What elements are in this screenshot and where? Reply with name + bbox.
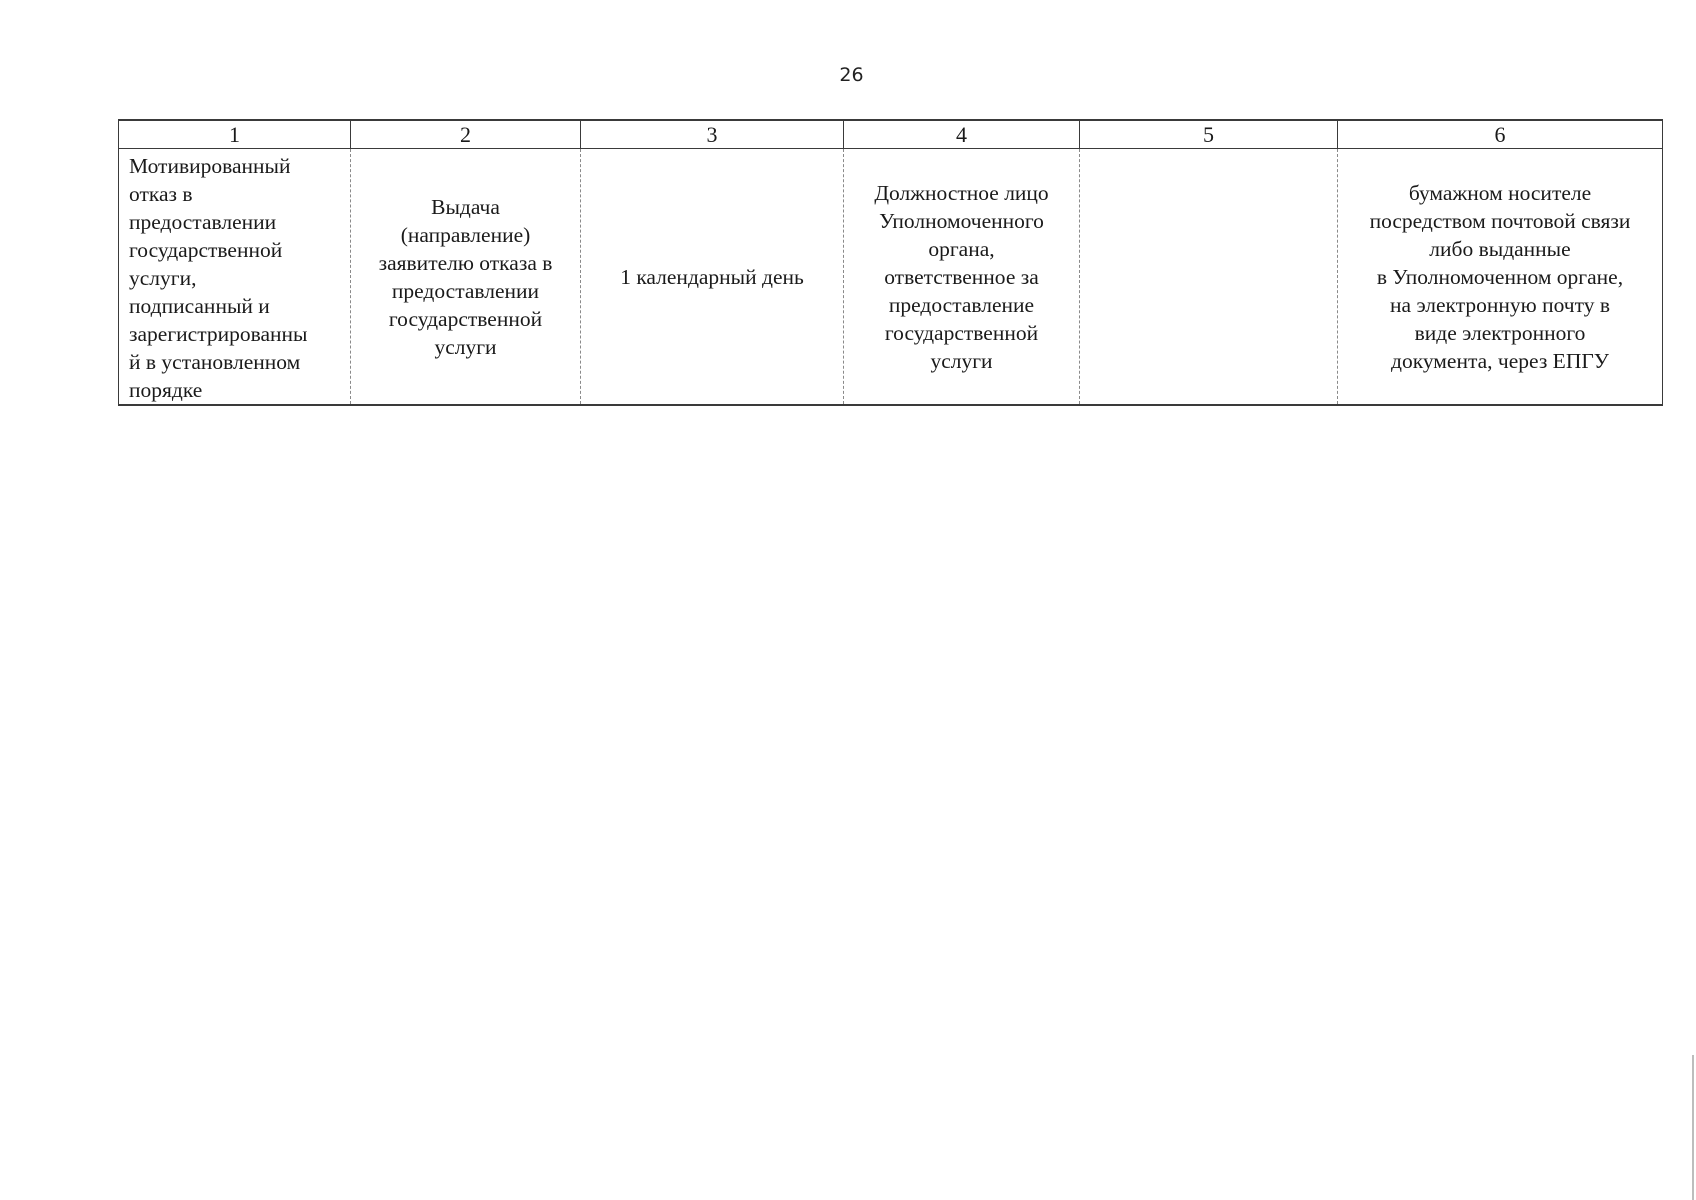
column-header-4: 4 [844,120,1080,149]
cell-result [119,149,351,406]
cell-delivery [1338,149,1663,406]
cell-result-text: Мотивированный отказ в предоставлении государственной услуги, подписанный и зарегистрированны й в установленном порядке [129,154,308,402]
table-row [119,149,1663,406]
cell-empty [1080,149,1338,406]
column-header-6: 6 [1338,120,1663,149]
cell-action-text: Выдача (направление) заявителю отказа в предоставлении государственной услуги [378,194,553,359]
procedure-table [118,119,1663,406]
cell-duration-text: 1 календарный день [620,264,804,289]
cell-responsible-text: Должностное лицо Уполномоченного органа, ответственное за предоставление государственной услуги [874,180,1049,373]
column-header-5: 5 [1080,120,1338,149]
page-number: 26 [839,64,864,86]
scan-edge-line [1692,1055,1694,1200]
cell-responsible [844,149,1080,406]
table-header-row [119,120,1663,149]
column-header-2: 2 [351,120,581,149]
column-header-3: 3 [581,120,844,149]
cell-action [351,149,581,406]
cell-duration [581,149,844,406]
cell-delivery-text: бумажном носителе посредством почтовой связи либо выданные в Уполномоченном органе, на электронную почту в виде электронного документа, через ЕПГУ [1369,180,1631,373]
column-header-1: 1 [119,120,351,149]
